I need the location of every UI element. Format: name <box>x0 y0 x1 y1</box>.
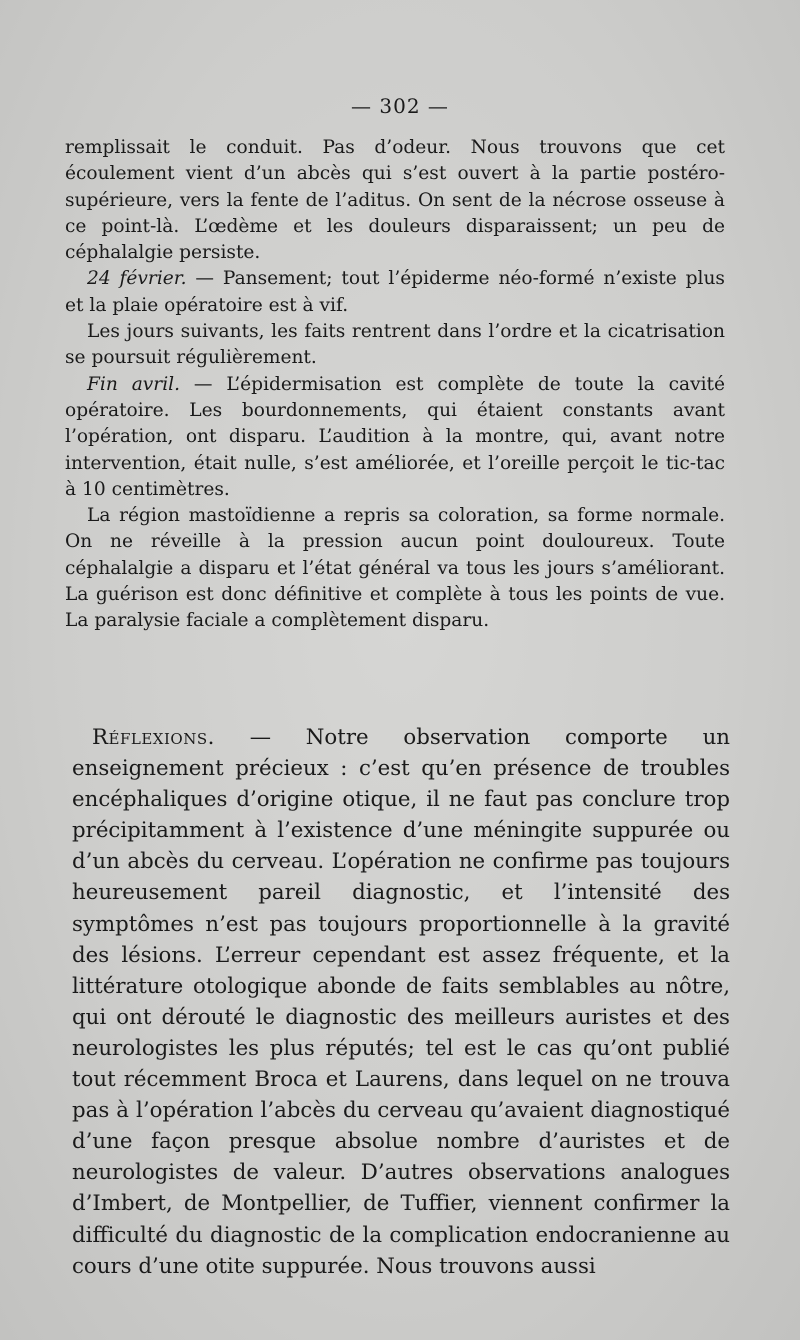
date-label: Fin avril. <box>87 373 180 395</box>
observation-section <box>65 135 725 635</box>
paragraph-24-fevrier <box>65 266 725 319</box>
paragraph-text: — Pansement; tout l’épiderme néo-formé n’existe plus et la plaie opératoire est à vif. <box>65 268 725 316</box>
paragraph-conduit: remplissait le conduit. Pas d’odeur. Nous trouvons que cet écoulement vient d’un abcès qui s’est ouvert à la partie postéro-supérieure, vers la fente de l’aditus. On sent de la nécrose osseuse à ce point-là. L’œdème et les douleurs disparaissent; un peu de céphalalgie persiste. <box>65 137 725 264</box>
page-number: — 302 — <box>351 94 449 118</box>
paragraph-fin-avril <box>65 372 725 503</box>
paragraph-reflexions <box>72 722 730 1282</box>
paragraph-text: — L’épidermisation est complète de toute la cavité opératoire. Les bourdonnements, qui étaient constants avant l’opération, ont disparu. L’audition à la montre, qui, avant notre intervention, était nulle, s’est améliorée, et l’oreille perçoit le tic-tac à 10 centimètres. <box>65 373 726 500</box>
paragraph-region-mastoidienne: La région mastoïdienne a repris sa coloration, sa forme normale. On ne réveille à la pression aucun point douloureux. Toute céphalalgie a disparu et l’état général va tous les jours s’améliorant. La guérison est donc définitive et complète à tous les points de vue. La paralysie faciale a complètement disparu. <box>65 505 725 632</box>
paragraph-jours-suivants: Les jours suivants, les faits rentrent dans l’ordre et la cicatrisation se poursuit régulièrement. <box>65 321 725 369</box>
date-label: 24 février. <box>87 268 187 290</box>
section-heading: Réflexions. <box>92 725 215 750</box>
reflexions-section <box>72 722 730 1282</box>
paragraph-text: — Notre observation comporte un enseignement précieux : c’est qu’en présence de troubles encéphaliques d’origine otique, il ne faut pas conclure trop précipitamment à l’existence d’une méningite suppurée ou d’un abcès du cerveau. L’opération ne confirme pas toujours heureusement pareil diagnostic, et l’intensité des symptômes n’est pas toujours proportionnelle à la gravité des lésions. L’erreur cependant est assez fréquente, et la littérature otologique abonde de faits semblables au nôtre, qui ont dérouté le diagnostic des meilleurs auristes et des neurologistes les plus réputés; tel est le cas qu’ont publié tout récemment Broca et Laurens, dans lequel on ne trouva pas à l’opération l’abcès du cerveau qu’avaient diagnostiqué d’une façon presque absolue nombre d’auristes et de neurologistes de valeur. D’autres observations analogues d’Imbert, de Montpellier, de Tuffier, viennent confirmer la difficulté du diagnostic de la complication endocranienne au cours d’une otite suppurée. Nous trouvons aussi <box>72 725 730 1279</box>
